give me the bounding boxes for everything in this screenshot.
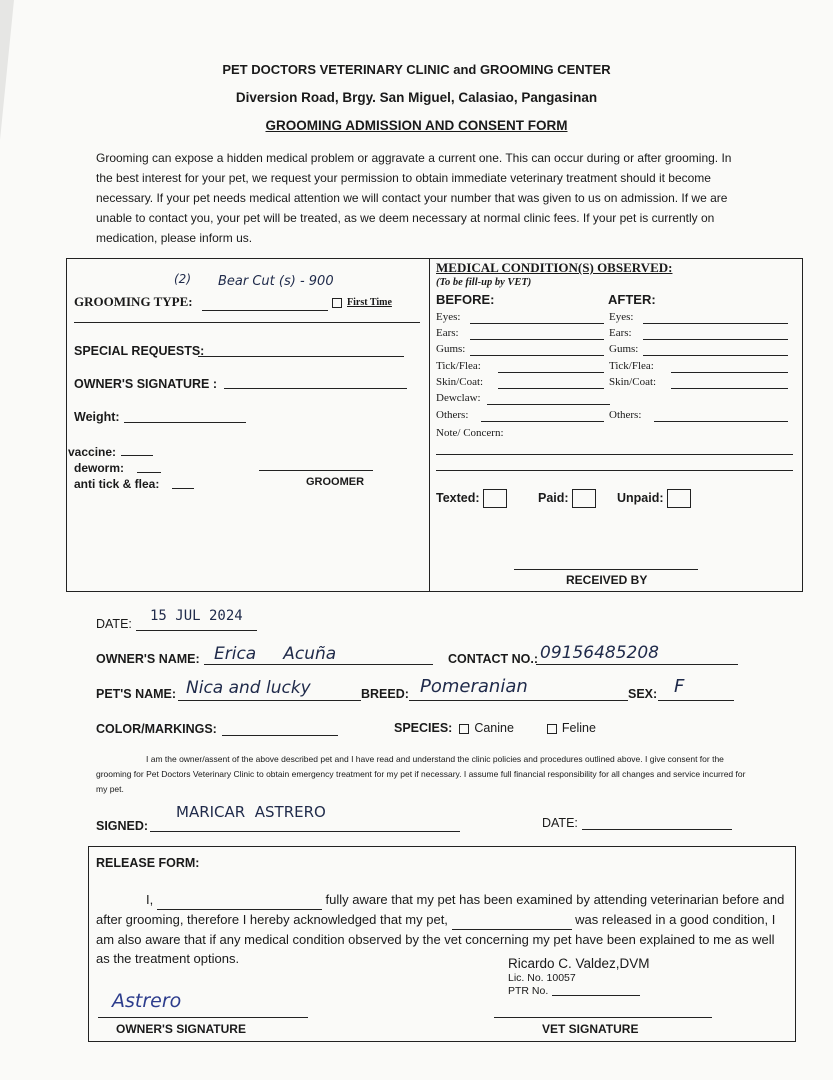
signed-line (150, 831, 460, 832)
after-item-line[interactable] (643, 339, 788, 340)
sex-label: SEX: (628, 687, 658, 701)
medical-subtitle: (To be fill-up by VET) (436, 277, 532, 288)
note-concern-label: Note/ Concern: (436, 427, 504, 439)
before-item-line[interactable] (481, 421, 604, 422)
weight-line[interactable] (124, 422, 246, 423)
before-label: BEFORE: (436, 292, 495, 307)
consent-text: I am the owner/assent of the above described pet and I have read and understand the clinic policies and procedures outlined above. I give consent for the grooming for Pet Doctors Veterinary Clinic to obtain emergency treatment for my pet if necessary. I assume full financial responsibility for all changes and service incurred for my pet. (96, 754, 746, 794)
after-item-line[interactable] (671, 372, 788, 373)
owner-release-signature-line (98, 1017, 308, 1018)
breed-label: BREED: (361, 687, 409, 701)
paid-option[interactable] (538, 489, 596, 508)
before-item-label: Tick/Flea: (436, 360, 481, 372)
before-item-line[interactable] (470, 355, 604, 356)
groomer-label: GROOMER (306, 476, 365, 488)
special-requests-line[interactable] (198, 356, 404, 357)
after-item-label: Others: (609, 409, 642, 421)
signed-label: SIGNED: (96, 819, 149, 833)
unpaid-checkbox[interactable] (667, 489, 691, 508)
after-item-label: Gums: (609, 343, 639, 355)
pet-name-line (178, 700, 361, 701)
received-by-label: RECEIVED BY (566, 573, 648, 587)
vet-signature-line[interactable] (494, 1017, 712, 1018)
owner-name-label: OWNER'S NAME: (96, 652, 200, 666)
after-item-label: Tick/Flea: (609, 360, 654, 372)
release-text-2: fully aware that my pet has been examined by attending veterinarian before and after grooming, therefore I hereby acknowledged that my pet, (96, 892, 785, 927)
grooming-type-value[interactable]: Bear Cut (s) - 900 (218, 274, 334, 289)
release-paragraph (96, 890, 790, 968)
owner-name-value[interactable]: Erica Acuña (214, 644, 337, 664)
unpaid-label: Unpaid: (617, 490, 664, 505)
antitick-line[interactable] (172, 488, 194, 489)
grooming-type-extra-line (74, 322, 420, 323)
vet-license: Lic. No. 10057 (508, 972, 576, 984)
before-item-label: Ears: (436, 327, 459, 339)
vaccine-label: vaccine: (68, 445, 117, 459)
feline-checkbox[interactable] (547, 724, 557, 734)
canine-label: Canine (474, 721, 514, 735)
paid-checkbox[interactable] (572, 489, 596, 508)
before-item-line[interactable] (487, 404, 610, 405)
after-item-label: Eyes: (609, 311, 634, 323)
first-time-checkbox[interactable] (332, 298, 342, 308)
deworm-line[interactable] (137, 472, 161, 473)
clinic-name: PET DOCTORS VETERINARY CLINIC and GROOMING CENTER (222, 62, 611, 77)
received-by-line[interactable] (514, 569, 698, 570)
unpaid-option[interactable] (617, 489, 691, 508)
date-label: DATE: (96, 617, 132, 631)
clinic-address: Diversion Road, Brgy. San Miguel, Calasiao, Pangasinan (235, 90, 598, 105)
contact-value[interactable]: 09156485208 (540, 643, 659, 663)
note-line-1[interactable] (436, 454, 793, 455)
first-time-label: First Time (347, 297, 392, 308)
release-name-blank[interactable] (157, 890, 322, 910)
species-field (394, 721, 596, 735)
consent-date-label: DATE: (542, 816, 578, 830)
date-line (136, 630, 257, 631)
groomer-signature-line[interactable] (259, 470, 373, 471)
grooming-type-mark: (2) (174, 272, 191, 286)
before-item-label: Dewclaw: (436, 392, 481, 404)
grooming-type-line (202, 310, 328, 311)
after-item-line[interactable] (643, 323, 788, 324)
pet-name-label: PET'S NAME: (96, 687, 177, 701)
contact-line (536, 664, 738, 665)
ptr-line (552, 995, 640, 996)
form-title: GROOMING ADMISSION AND CONSENT FORM (265, 118, 568, 133)
vet-name: Ricardo C. Valdez,DVM (508, 956, 650, 971)
before-item-line[interactable] (470, 323, 604, 324)
medical-title: MEDICAL CONDITION(S) OBSERVED: (436, 260, 673, 275)
canine-checkbox[interactable] (459, 724, 469, 734)
breed-line (409, 700, 628, 701)
grooming-type-label: GROOMING TYPE: (74, 294, 193, 309)
before-item-label: Gums: (436, 343, 466, 355)
after-label: AFTER: (608, 292, 656, 307)
texted-checkbox[interactable] (483, 489, 507, 508)
after-item-line[interactable] (654, 421, 788, 422)
date-value[interactable]: 15 JUL 2024 (150, 608, 243, 624)
intro-paragraph: Grooming can expose a hidden medical problem or aggravate a current one. This can occur during or after grooming. In the best interest for your pet, we request your permission to obtain immediate veterinary treatment should it become necessary. If your pet needs medical attention we will contact your number that was given to us on admission. If we are unable to contact you, your pet will be treated, as we deem necessary at normal clinic fees. If your pet is currently on medication, please inform us. (96, 151, 732, 245)
before-item-label: Eyes: (436, 311, 461, 323)
release-text-3: was released in a good condition, I am also aware that if any medical condition observed by the vet concerning my pet have been explained to me as well as the treatment options. (96, 912, 776, 966)
owner-name-line (204, 664, 433, 665)
contact-label: CONTACT NO.: (448, 652, 539, 666)
table-divider (429, 258, 430, 592)
before-item-label: Skin/Coat: (436, 376, 484, 388)
note-line-2[interactable] (436, 470, 793, 471)
vaccine-line[interactable] (121, 455, 153, 456)
release-i: I, (146, 892, 154, 907)
paid-label: Paid: (538, 490, 569, 505)
sex-value[interactable]: F (674, 676, 685, 697)
after-item-line[interactable] (671, 388, 788, 389)
owner-release-signature[interactable]: Astrero (112, 990, 182, 1012)
release-pet-blank[interactable] (452, 910, 572, 930)
before-item-line[interactable] (470, 339, 604, 340)
signed-value[interactable]: MARICAR ASTRERO (176, 803, 326, 821)
color-markings-line[interactable] (222, 735, 338, 736)
pet-name-value[interactable]: Nica and lucky (186, 678, 311, 698)
owner-release-signature-label: OWNER'S SIGNATURE (116, 1022, 246, 1036)
species-label: SPECIES: (394, 721, 453, 735)
vet-ptr: PTR No. (508, 985, 549, 997)
consent-date-line[interactable] (582, 829, 732, 830)
before-item-line[interactable] (498, 372, 604, 373)
texted-option[interactable] (436, 489, 507, 508)
after-item-label: Ears: (609, 327, 632, 339)
before-item-line[interactable] (498, 388, 604, 389)
release-title: RELEASE FORM: (96, 856, 200, 870)
vet-signature-label: VET SIGNATURE (542, 1022, 639, 1036)
after-item-label: Skin/Coat: (609, 376, 657, 388)
owner-signature-line[interactable] (224, 388, 407, 389)
antitick-label: anti tick & flea: (74, 477, 160, 491)
deworm-label: deworm: (74, 461, 125, 475)
feline-label: Feline (561, 721, 596, 735)
before-item-label: Others: (436, 409, 469, 421)
texted-label: Texted: (436, 490, 480, 505)
color-markings-label: COLOR/MARKINGS: (96, 722, 217, 736)
first-time-option[interactable] (332, 297, 392, 308)
weight-label: Weight: (74, 410, 120, 424)
breed-value[interactable]: Pomeranian (420, 676, 528, 697)
owner-signature-label: OWNER'S SIGNATURE : (74, 377, 218, 391)
special-requests-label: SPECIAL REQUESTS: (74, 344, 205, 358)
sex-line (658, 700, 734, 701)
after-item-line[interactable] (643, 355, 788, 356)
